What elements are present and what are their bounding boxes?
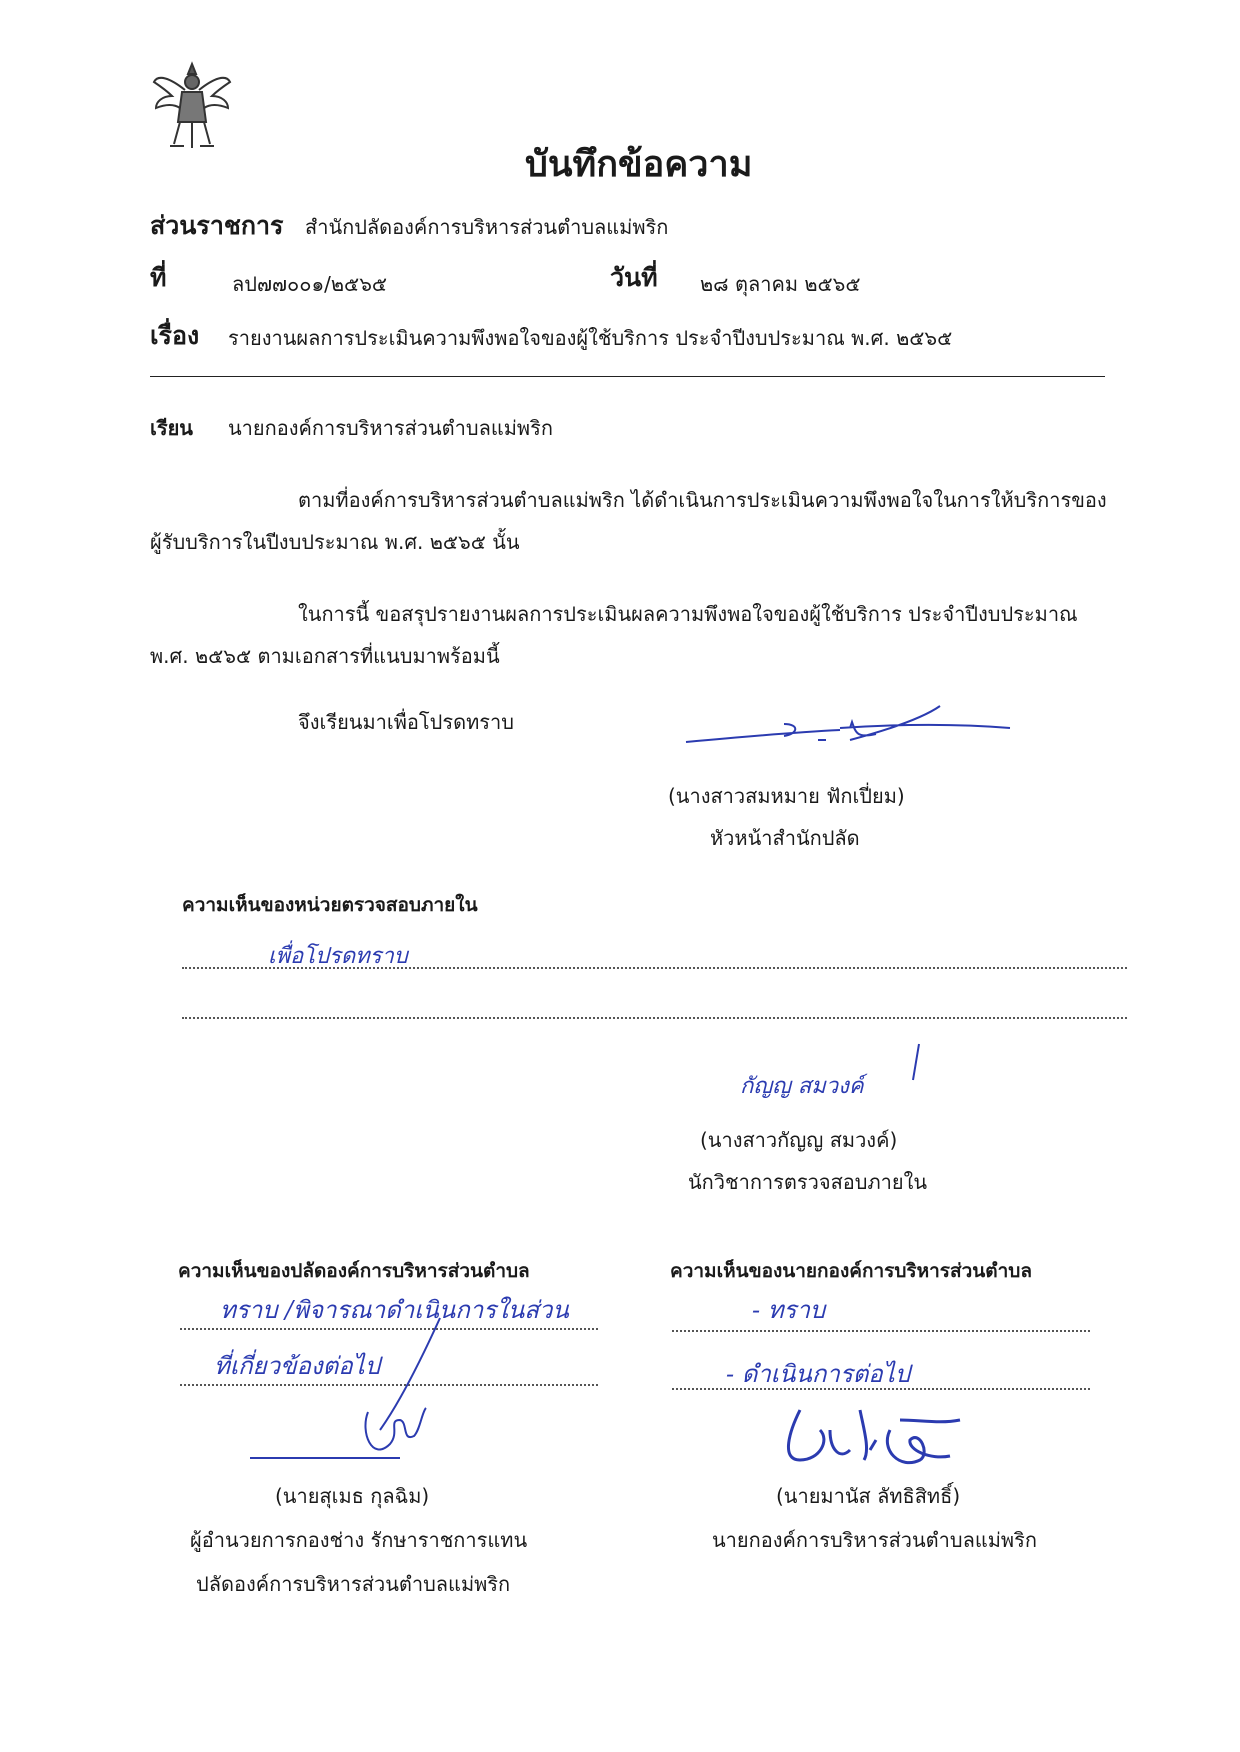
document-title: บันทึกข้อความ — [525, 144, 753, 185]
date-label: วันที่ — [610, 263, 658, 292]
mayor-comment-heading: ความเห็นของนายกองค์การบริหารส่วนตำบล — [670, 1260, 1032, 1282]
mayor-comment-line-1 — [672, 1330, 1090, 1332]
deputy-signer-title-1: ผู้อำนวยการกองช่าง รักษาราชการแทน — [190, 1528, 528, 1552]
mayor-comment-line-2 — [672, 1388, 1090, 1390]
audit-signer-name: (นางสาวกัญญ สมวงค์) — [700, 1128, 898, 1152]
mayor-handwriting-line-1: - ทราบ — [752, 1296, 826, 1324]
signer-1-name: (นางสาวสมหมาย ฟักเปี่ยม) — [668, 784, 905, 808]
deputy-handwriting-line-2: ที่เกี่ยวข้องต่อไป — [214, 1352, 380, 1380]
mayor-signer-title: นายกองค์การบริหารส่วนตำบลแม่พริก — [712, 1528, 1037, 1552]
paragraph-2-line-2: พ.ศ. ๒๕๖๕ ตามเอกสารที่แนบมาพร้อมนี้ — [150, 644, 500, 668]
deputy-signature — [250, 1312, 490, 1470]
mayor-handwriting-line-2: - ดำเนินการต่อไป — [726, 1360, 911, 1388]
audit-comment-line-2 — [182, 1017, 1127, 1019]
deputy-signer-title-2: ปลัดองค์การบริหารส่วนตำบลแม่พริก — [196, 1572, 511, 1596]
department-value: สำนักปลัดองค์การบริหารส่วนตำบลแม่พริก — [305, 215, 669, 239]
paragraph-1-line-2: ผู้รับบริการในปีงบประมาณ พ.ศ. ๒๕๖๕ นั้น — [150, 530, 520, 554]
department-label: ส่วนราชการ — [150, 211, 284, 240]
deputy-signer-name: (นายสุเมธ กุลฉิม) — [275, 1484, 430, 1508]
signer-1-title: หัวหน้าสำนักปลัด — [710, 826, 860, 850]
paragraph-2-line-1: ในการนี้ ขอสรุปรายงานผลการประเมินผลความพึงพอใจของผู้ใช้บริการ ประจำปีงบประมาณ — [298, 602, 1078, 626]
header-divider — [150, 376, 1105, 377]
subject-value: รายงานผลการประเมินความพึงพอใจของผู้ใช้บริการ ประจำปีงบประมาณ พ.ศ. ๒๕๖๕ — [228, 326, 953, 350]
audit-signature-text: กัญญ สมวงค์ — [740, 1074, 864, 1099]
audit-signer-title: นักวิชาการตรวจสอบภายใน — [688, 1170, 928, 1194]
subject-label: เรื่อง — [150, 321, 200, 350]
audit-comment-heading: ความเห็นของหน่วยตรวจสอบภายใน — [182, 894, 478, 916]
deputy-comment-heading: ความเห็นของปลัดองค์การบริหารส่วนตำบล — [178, 1260, 530, 1282]
audit-handwriting: เพื่อโปรดทราบ — [268, 944, 408, 969]
paragraph-1-line-1: ตามที่องค์การบริหารส่วนตำบลแม่พริก ได้ดำเนินการประเมินความพึงพอใจในการให้บริการของ — [298, 488, 1107, 512]
garuda-emblem-icon — [150, 60, 234, 156]
signature-1 — [680, 688, 1020, 758]
reference-value: ลป๗๗๐๐๑/๒๕๖๕ — [232, 272, 388, 296]
deputy-handwriting-line-1: ทราบ /พิจารณาดำเนินการในส่วน — [220, 1296, 569, 1324]
mayor-signer-name: (นายมานัส ลัทธิสิทธิ์) — [776, 1484, 961, 1508]
mayor-signature — [780, 1400, 980, 1480]
closing-text: จึงเรียนมาเพื่อโปรดทราบ — [298, 710, 514, 734]
date-value: ๒๘ ตุลาคม ๒๕๖๕ — [700, 272, 861, 296]
salutation-label: เรียน — [150, 416, 193, 440]
salutation-value: นายกองค์การบริหารส่วนตำบลแม่พริก — [228, 416, 553, 440]
reference-label: ที่ — [150, 263, 167, 292]
